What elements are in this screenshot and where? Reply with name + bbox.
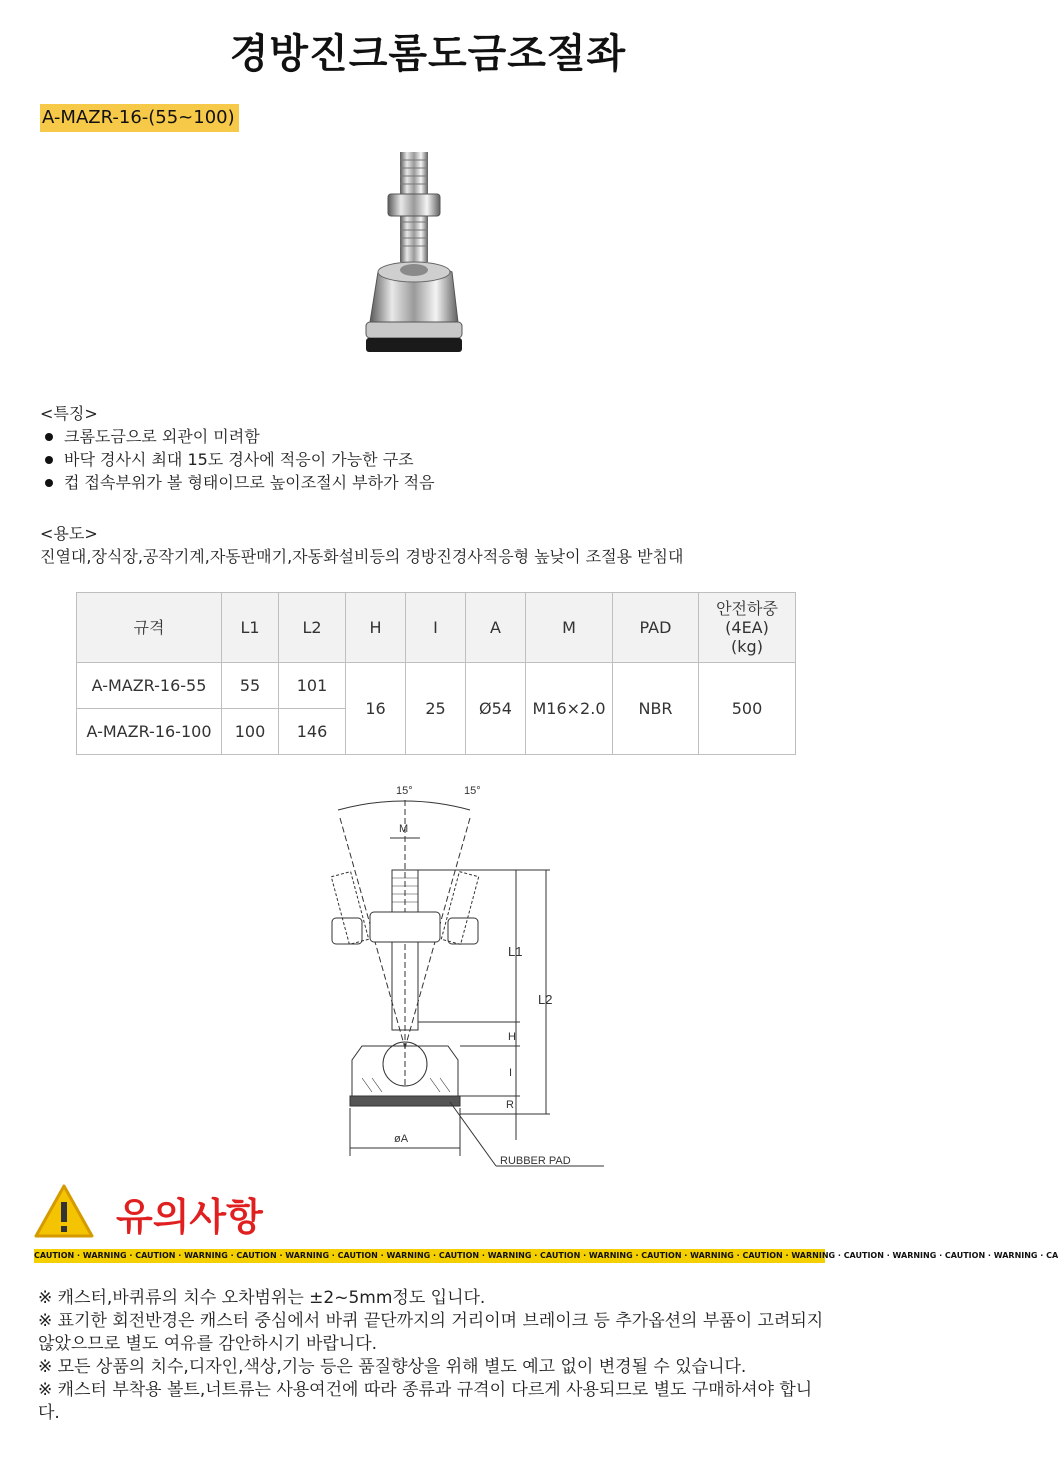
spec-header-row xyxy=(77,593,796,663)
angle-label-left: 15° xyxy=(396,785,413,797)
usage-heading: <용도> xyxy=(40,524,98,543)
col-header-l2: L2 xyxy=(279,593,346,663)
table-row xyxy=(77,663,796,709)
note-item: ※ 표기한 회전반경은 캐스터 중심에서 바퀴 끝단까지의 거리이며 브레이크 등 추가옵션의 부품이 고려되지 않았으므로 별도 여유를 감안하시기 바랍니다. xyxy=(38,1311,824,1354)
features-heading: <특징> xyxy=(40,404,98,423)
cell-h: 16 xyxy=(346,663,406,755)
cell-l1: 55 xyxy=(222,663,279,709)
cell-l2: 146 xyxy=(279,709,346,755)
product-photo xyxy=(340,142,500,372)
note-item: ※ 캐스터,바퀴류의 치수 오차범위는 ±2~5mm정도 입니다. xyxy=(38,1288,486,1308)
rubber-pad xyxy=(350,1096,460,1106)
l2-label: L2 xyxy=(538,992,553,1007)
angle-label-right: 15° xyxy=(464,785,481,797)
cell-pad: NBR xyxy=(613,663,699,755)
usage-section xyxy=(40,522,683,568)
a-label: øA xyxy=(394,1133,409,1145)
rubber-pad-label: RUBBER PAD xyxy=(500,1155,571,1167)
nut xyxy=(370,912,440,942)
col-header-model: 규격 xyxy=(77,593,222,663)
feature-item: 컵 접속부위가 볼 형태이므로 높이조절시 부하가 적음 xyxy=(40,471,435,494)
cell-m: M16×2.0 xyxy=(526,663,613,755)
cell-model: A-MAZR-16-55 xyxy=(77,663,222,709)
col-header-pad: PAD xyxy=(613,593,699,663)
i-label: I xyxy=(509,1067,513,1079)
note-item: ※ 모든 상품의 치수,디자인,색상,기능 등은 품질향상을 위해 별도 예고 없이 변경될 수 있습니다. xyxy=(38,1357,747,1377)
cell-model: A-MAZR-16-100 xyxy=(77,709,222,755)
caution-tape: CAUTION · WARNING · CAUTION · WARNING · CAUTION · WARNING · CAUTION · WARNING · CAUTION · WARNING · CAUTION · WARNING · CAUTION · WARNING · CAUTION · WARNING · CAUTION · WARNING · CAUTION · WARNING · CA xyxy=(34,1249,825,1263)
col-header-load xyxy=(699,593,796,663)
cell-l1: 100 xyxy=(222,709,279,755)
load-header-line: (kg) xyxy=(731,637,763,656)
notice-notes xyxy=(38,1287,828,1425)
model-tag: A-MAZR-16-(55~100) xyxy=(40,104,239,132)
col-header-l1: L1 xyxy=(222,593,279,663)
r-label: R xyxy=(506,1099,514,1111)
load-header-line: (4EA) xyxy=(725,618,769,637)
l1-label: L1 xyxy=(508,944,523,959)
cell-i: 25 xyxy=(406,663,466,755)
col-header-i: I xyxy=(406,593,466,663)
col-header-a: A xyxy=(466,593,526,663)
angle-arc xyxy=(338,801,470,810)
feature-item: 크롬도금으로 외관이 미려함 xyxy=(40,425,435,448)
cell-l2: 101 xyxy=(279,663,346,709)
cell-load: 500 xyxy=(699,663,796,755)
cell-a: Ø54 xyxy=(466,663,526,755)
features-section xyxy=(40,402,435,494)
notice-title: 유의사항 xyxy=(116,1195,263,1239)
spec-table xyxy=(76,592,796,755)
load-header-line: 안전하중 xyxy=(716,599,778,618)
usage-text: 진열대,장식장,공작기계,자동판매기,자동화설비등의 경방진경사적응형 높낮이 조절용 받침대 xyxy=(40,547,684,566)
note-item: ※ 캐스터 부착용 볼트,너트류는 사용여건에 따라 종류과 규격이 다르게 사용되므로 별도 구매하셔야 합니다. xyxy=(38,1380,813,1423)
h-label: H xyxy=(508,1031,516,1043)
technical-drawing xyxy=(300,778,620,1178)
m-label: M xyxy=(399,823,409,835)
feature-item: 바닥 경사시 최대 15도 경사에 적응이 가능한 구조 xyxy=(40,448,435,471)
col-header-h: H xyxy=(346,593,406,663)
page-title: 경방진크롬도금조절좌 xyxy=(229,31,627,77)
col-header-m: M xyxy=(526,593,613,663)
